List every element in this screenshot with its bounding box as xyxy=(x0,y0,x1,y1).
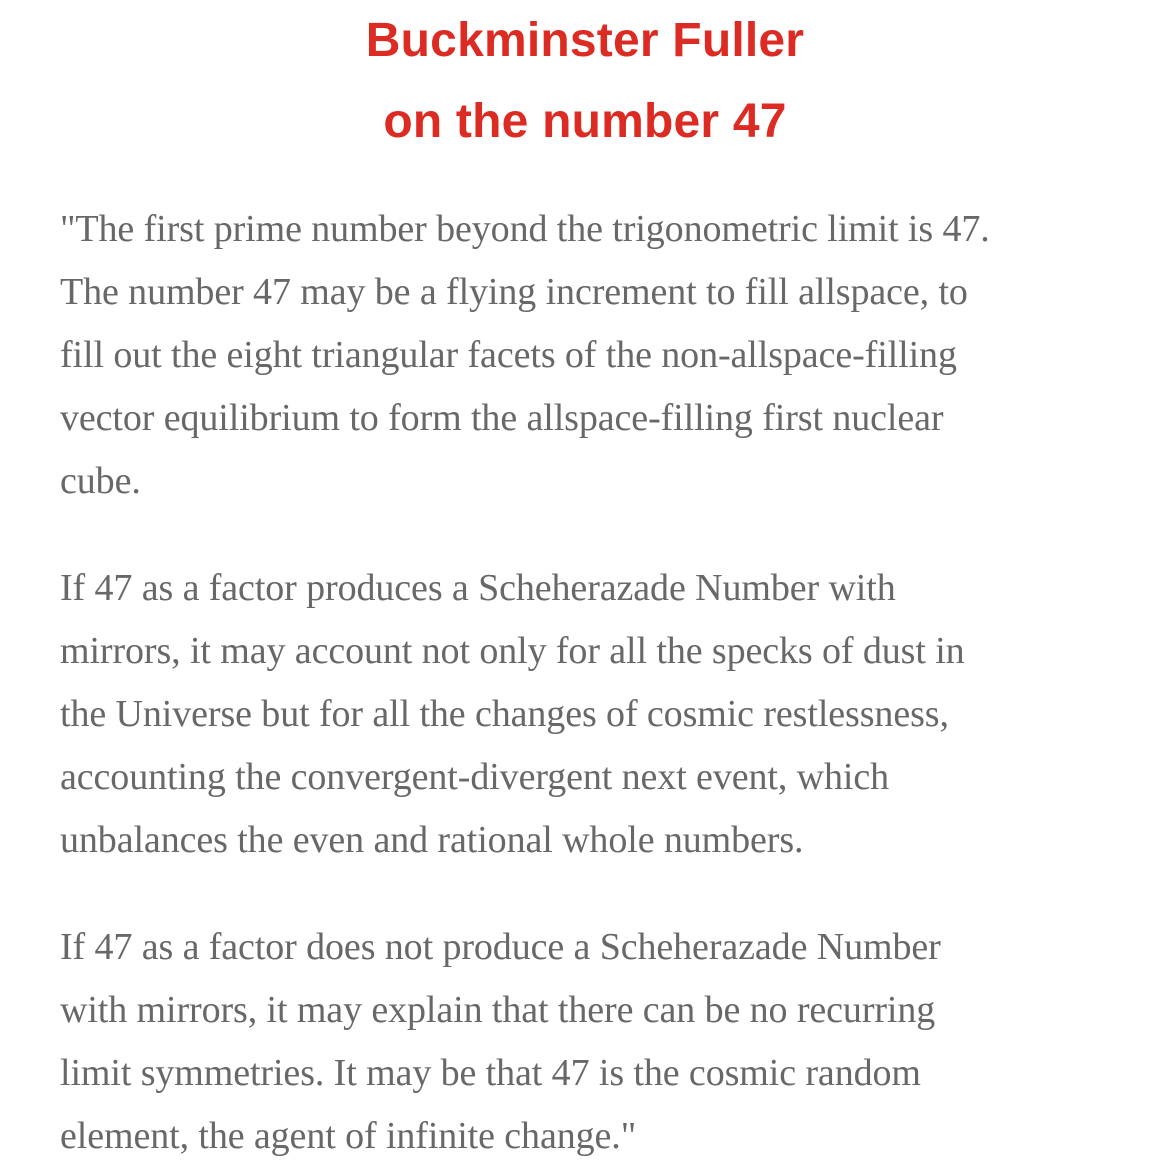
text-line: accounting the convergent-divergent next event, which xyxy=(60,756,890,798)
text-line: The number 47 may be a flying increment to fill allspace, to xyxy=(60,271,968,313)
title-line-1: Buckminster Fuller xyxy=(365,14,805,67)
text-line: cube. xyxy=(60,460,141,502)
quote-body xyxy=(60,198,1140,1168)
paragraph-spacer xyxy=(60,872,1140,916)
quote-paragraph-3 xyxy=(60,916,1140,1168)
quote-paragraph-1 xyxy=(60,198,1140,513)
text-line: If 47 as a factor does not produce a Scheherazade Number xyxy=(60,926,941,968)
text-line: unbalances the even and rational whole numbers. xyxy=(60,819,804,861)
text-line: limit symmetries. It may be that 47 is the cosmic random xyxy=(60,1052,921,1094)
text-line: mirrors, it may account not only for all the specks of dust in xyxy=(60,630,965,672)
text-line: with mirrors, it may explain that there can be no recurring xyxy=(60,989,936,1031)
quote-paragraph-2 xyxy=(60,557,1140,872)
text-line: element, the agent of infinite change." xyxy=(60,1115,637,1157)
text-line: fill out the eight triangular facets of the non-allspace-filling xyxy=(60,334,957,376)
text-line: the Universe but for all the changes of cosmic restlessness, xyxy=(60,693,949,735)
paragraph-spacer xyxy=(60,513,1140,557)
title-line-2: on the number 47 xyxy=(383,95,787,148)
text-line: vector equilibrium to form the allspace-filling first nuclear xyxy=(60,397,944,439)
page-title xyxy=(0,0,1170,162)
text-line: If 47 as a factor produces a Scheherazade Number with xyxy=(60,567,896,609)
text-line: "The first prime number beyond the trigonometric limit is 47. xyxy=(60,208,990,250)
